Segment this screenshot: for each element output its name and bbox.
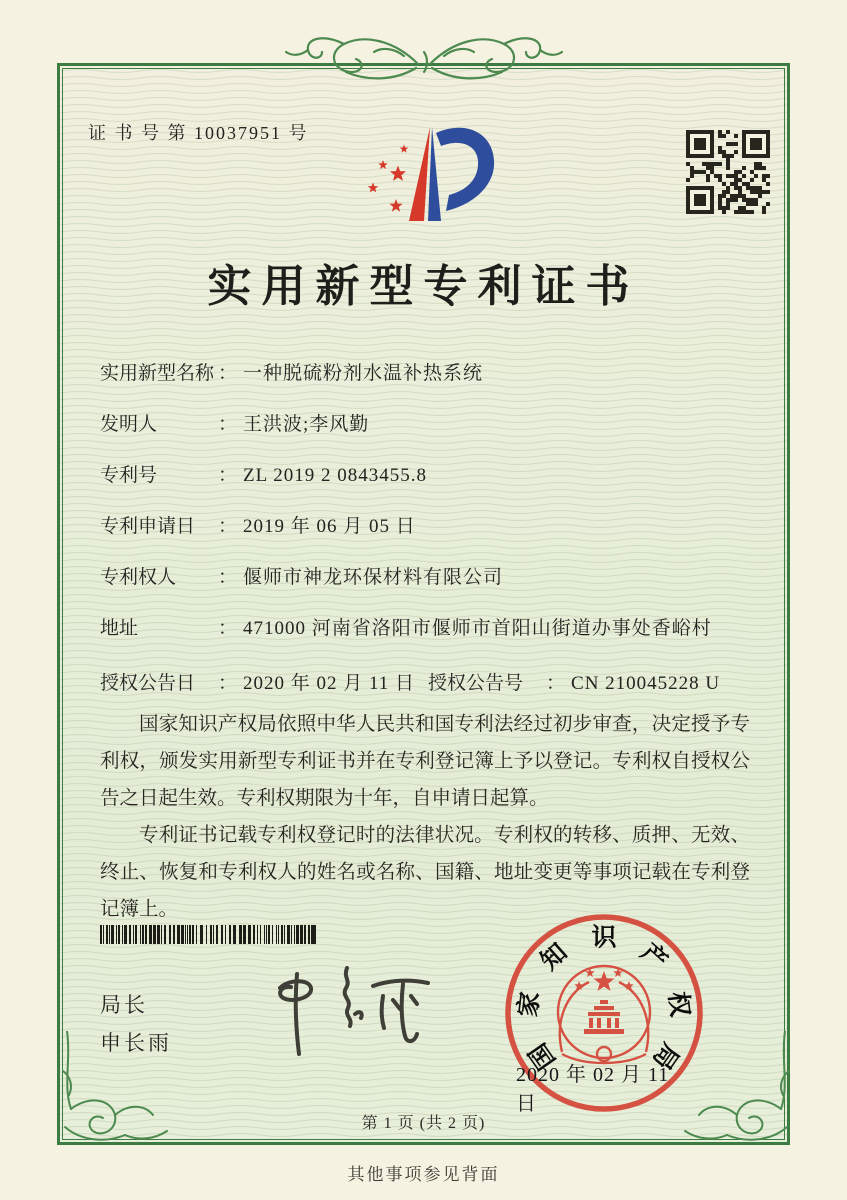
field-patent-number — [100, 464, 750, 488]
field-label: 实用新型名称 — [100, 363, 215, 384]
field-value: 2020 年 02 月 11 日 — [243, 673, 416, 694]
field-value: 王洪波;李风勤 — [243, 414, 370, 435]
field-inventor — [100, 413, 750, 437]
field-label: 专利权人 — [100, 567, 177, 588]
director-name: 申长雨 — [100, 1031, 172, 1055]
svg-text:产: 产 — [635, 938, 672, 976]
certificate-title: 实用新型专利证书 — [207, 262, 640, 311]
svg-text:局: 局 — [647, 1037, 684, 1074]
field-value: CN 210045228 U — [571, 673, 721, 694]
certificate-fields — [100, 362, 750, 668]
svg-text:识: 识 — [591, 924, 617, 952]
field-value: 2019 年 06 月 05 日 — [243, 516, 416, 537]
cnipa-logo-icon — [340, 112, 530, 237]
grant-date — [100, 673, 415, 694]
legal-paragraph-1: 国家知识产权局依照中华人民共和国专利法经过初步审查，决定授予专利权，颁发实用新型专利证书并在专利登记簿上予以登记。专利权自授权公告之日起生效。专利权期限为十年，自申请日起算。 — [100, 714, 750, 809]
field-value: 偃师市神龙环保材料有限公司 — [243, 567, 504, 588]
field-label: 专利申请日 — [100, 516, 196, 537]
svg-text:知: 知 — [536, 938, 573, 976]
field-colon: ： — [218, 465, 238, 486]
svg-text:权: 权 — [663, 990, 694, 1019]
field-value: ZL 2019 2 0843455.8 — [243, 465, 428, 486]
field-colon: ： — [218, 567, 238, 588]
barcode — [100, 925, 318, 944]
director-signature — [225, 966, 440, 1061]
certificate-number: 证 书 号 第 10037951 号 — [88, 123, 309, 143]
field-value: 471000 河南省洛阳市偃师市首阳山街道办事处香峪村 — [243, 618, 712, 639]
grant-number — [428, 668, 720, 695]
qr-code — [686, 130, 774, 218]
field-address — [100, 617, 750, 641]
field-colon: ： — [546, 673, 566, 694]
legal-paragraph-2: 专利证书记载专利权登记时的法律状况。专利权的转移、质押、无效、终止、恢复和专利权人的姓名或名称、国籍、地址变更等事项记载在专利登记簿上。 — [100, 825, 750, 920]
field-colon: ： — [218, 363, 238, 384]
field-colon: ： — [218, 414, 238, 435]
field-patentee — [100, 566, 750, 590]
grant-row — [100, 668, 780, 695]
field-colon: ： — [218, 618, 238, 639]
back-side-note: 其他事项参见背面 — [347, 1165, 500, 1184]
page-number: 第 1 页 (共 2 页) — [361, 1115, 486, 1132]
top-border-dragon-ornament-icon — [282, 22, 567, 106]
field-value: 一种脱硫粉剂水温补热系统 — [243, 363, 484, 384]
field-utility-model-name — [100, 362, 750, 386]
field-colon: ： — [218, 673, 238, 694]
field-label: 发明人 — [100, 414, 158, 435]
director-title: 局长 — [100, 993, 148, 1017]
svg-text:国: 国 — [524, 1037, 561, 1074]
legal-text — [100, 706, 750, 928]
field-filing-date — [100, 515, 750, 539]
field-label: 地址 — [100, 618, 139, 639]
field-label: 授权公告号 — [428, 673, 524, 692]
svg-text:家: 家 — [514, 990, 545, 1019]
seal-date: 2020 年 02 月 11 日 — [516, 1064, 670, 1115]
field-label: 专利号 — [100, 465, 158, 486]
field-label: 授权公告日 — [100, 673, 196, 692]
field-colon: ： — [218, 516, 238, 537]
